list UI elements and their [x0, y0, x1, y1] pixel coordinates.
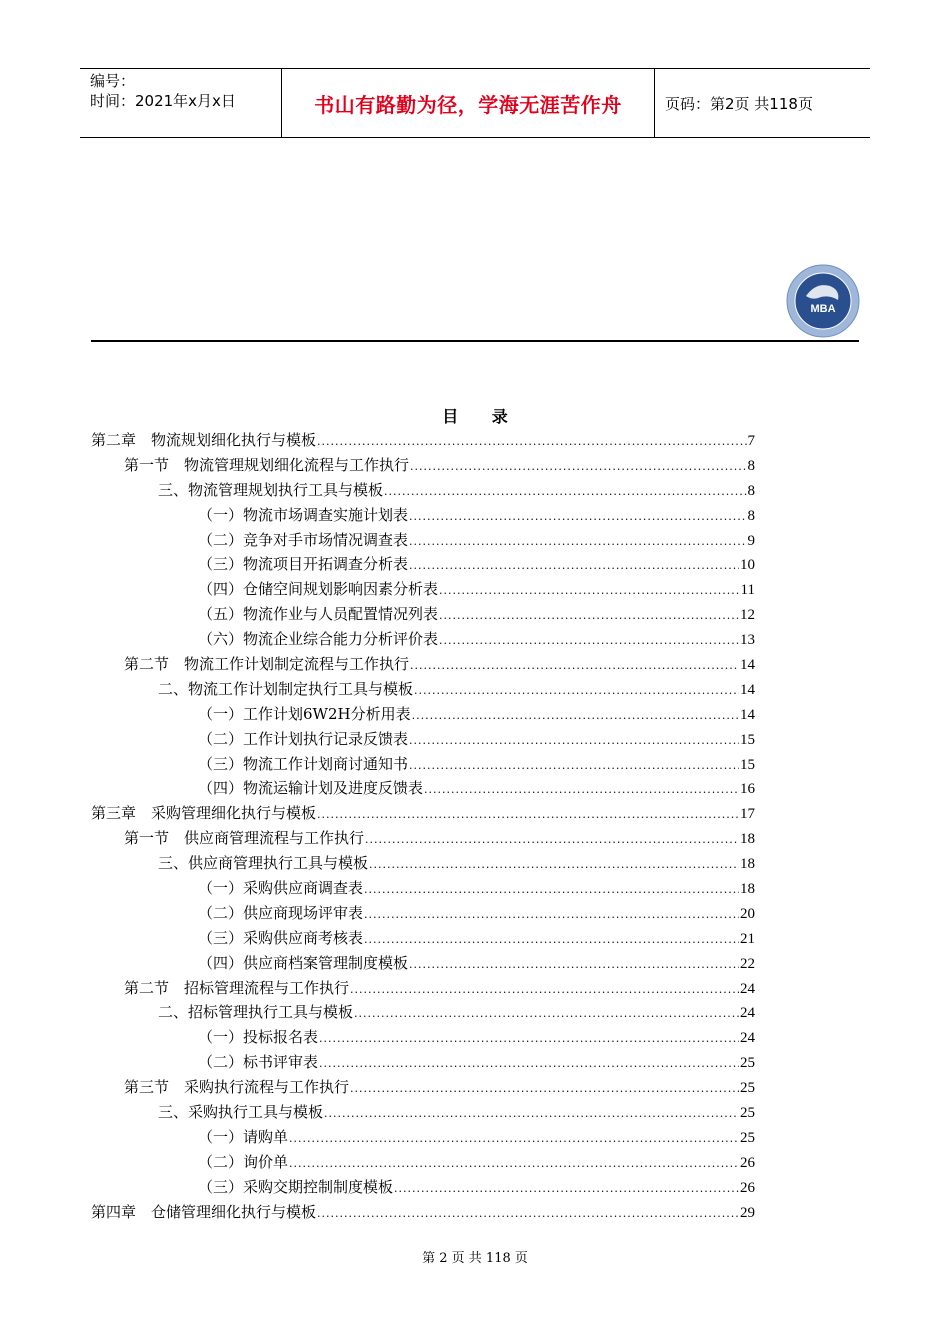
toc-entry-label: 第四章 仓储管理细化执行与模板 [91, 1202, 317, 1221]
toc-entry-label: （二）询价单 [198, 1152, 289, 1171]
toc-entry-page: 18 [740, 831, 755, 848]
toc-leader-dots [317, 1202, 739, 1227]
toc-entry[interactable] [91, 453, 755, 478]
toc-entry-page: 13 [740, 632, 755, 649]
toc-entry-label: 第三节 采购执行流程与工作执行 [124, 1078, 350, 1097]
toc-leader-dots [409, 953, 739, 978]
toc-entry-page: 14 [740, 657, 755, 674]
toc-entry-label: （三）物流项目开拓调查分析表 [198, 555, 409, 574]
page-header [80, 68, 870, 138]
header-divider [91, 340, 859, 342]
toc-entry-page: 9 [747, 532, 755, 549]
toc-entry[interactable] [91, 1125, 755, 1150]
toc-entry[interactable] [91, 602, 755, 627]
toc-leader-dots [394, 1177, 739, 1202]
toc-entry-page: 18 [740, 856, 755, 873]
toc-entry-page: 16 [740, 781, 755, 798]
header-meta [80, 69, 282, 137]
toc-entry[interactable] [91, 876, 755, 901]
toc-entry-label: 第三章 采购管理细化执行与模板 [91, 804, 317, 823]
toc-entry-label: 三、供应商管理执行工具与模板 [158, 854, 369, 873]
toc-entry-label: （二）供应商现场评审表 [198, 903, 364, 922]
toc-entry-page: 7 [747, 433, 755, 449]
toc-leader-dots [439, 629, 739, 654]
toc-entry-label: （四）供应商档案管理制度模板 [198, 953, 409, 972]
toc-entry-page: 8 [747, 482, 755, 499]
toc-entry[interactable] [91, 428, 755, 453]
toc-entry-page: 26 [740, 1154, 755, 1171]
toc-entry-page: 25 [740, 1055, 755, 1072]
toc-leader-dots [324, 1102, 739, 1127]
toc-entry[interactable] [91, 926, 755, 951]
toc-leader-dots [409, 754, 739, 779]
toc-leader-dots [364, 903, 739, 928]
toc-entry-label: （一）工作计划6W2H分析用表 [198, 704, 411, 723]
toc-leader-dots [439, 604, 739, 629]
toc-leader-dots [319, 1027, 739, 1052]
toc-leader-dots [369, 853, 739, 878]
toc-entry-label: （二）竞争对手市场情况调查表 [198, 530, 409, 549]
toc-entry[interactable] [91, 677, 755, 702]
toc-entry-label: （四）物流运输计划及进度反馈表 [198, 779, 424, 798]
toc-entry[interactable] [91, 702, 755, 727]
toc-entry-page: 18 [740, 881, 755, 898]
toc-entry-page: 25 [740, 1080, 755, 1097]
toc-leader-dots [364, 928, 739, 953]
toc-entry[interactable] [91, 752, 755, 777]
toc-leader-dots [412, 704, 739, 729]
toc-leader-dots [365, 828, 739, 853]
toc-entry-page: 11 [740, 582, 755, 599]
toc-entry[interactable] [91, 826, 755, 851]
toc-entry-page: 26 [740, 1179, 755, 1196]
toc-entry-label: （三）物流工作计划商讨通知书 [198, 754, 409, 773]
toc-entry-label: 二、物流工作计划制定执行工具与模板 [158, 679, 414, 698]
toc-entry-page: 25 [740, 1105, 755, 1122]
toc-entry-label: （二）标书评审表 [198, 1053, 319, 1072]
toc-entry[interactable] [91, 901, 755, 926]
page-footer [0, 1247, 950, 1266]
toc-entry-label: 第一节 物流管理规划细化流程与工作执行 [124, 455, 410, 474]
toc-entry[interactable] [91, 951, 755, 976]
toc-entry-page: 14 [740, 706, 755, 723]
toc-entry-page: 15 [740, 731, 755, 748]
toc-entry-page: 20 [740, 905, 755, 922]
toc-leader-dots [317, 430, 746, 455]
toc-leader-dots [414, 679, 739, 704]
toc-entry-page: 24 [740, 1005, 755, 1022]
toc-leader-dots [410, 654, 739, 679]
toc-entry[interactable] [91, 1100, 755, 1125]
toc-entry-page: 21 [740, 930, 755, 947]
toc-leader-dots [364, 878, 739, 903]
toc-entry-label: （一）物流市场调查实施计划表 [198, 505, 409, 524]
toc-entry-page: 10 [740, 557, 755, 574]
toc-leader-dots [409, 530, 746, 555]
toc-entry[interactable] [91, 851, 755, 876]
mba-seal-icon [786, 264, 860, 338]
toc-entry[interactable] [91, 776, 755, 801]
toc-leader-dots [289, 1152, 739, 1177]
time-line: 时间：2021年x月x日 [90, 92, 236, 110]
toc-entry-page: 22 [740, 955, 755, 972]
toc-leader-dots [439, 579, 740, 604]
toc-entry[interactable] [91, 478, 755, 503]
toc-entry-label: （一）投标报名表 [198, 1028, 319, 1047]
toc-entry-label: 三、采购执行工具与模板 [158, 1103, 324, 1122]
toc-entry-label: 三、物流管理规划执行工具与模板 [158, 480, 384, 499]
toc-leader-dots [354, 1002, 739, 1027]
toc-entry-label: 第二节 招标管理流程与工作执行 [124, 978, 350, 997]
toc-entry-page: 12 [740, 607, 755, 624]
toc-entry-label: （一）采购供应商调查表 [198, 879, 364, 898]
toc-entry-page: 8 [747, 457, 755, 474]
toc-title: 目 录 [442, 407, 522, 426]
toc-entry[interactable] [91, 577, 755, 602]
toc-leader-dots [289, 1127, 739, 1152]
toc-entry[interactable] [91, 552, 755, 577]
toc-entry[interactable] [91, 1050, 755, 1075]
toc-entry-page: 29 [740, 1204, 755, 1221]
toc-leader-dots [384, 480, 746, 505]
toc-entry-label: （六）物流企业综合能力分析评价表 [198, 630, 439, 649]
header-page-info: 页码：第2页 共118页 [665, 94, 813, 113]
toc-entry-page: 17 [740, 806, 755, 823]
toc-entry-label: 第二节 物流工作计划制定流程与工作执行 [124, 655, 410, 674]
toc-leader-dots [319, 1052, 739, 1077]
toc-leader-dots [409, 729, 739, 754]
toc-entry-label: （一）请购单 [198, 1127, 289, 1146]
toc-entry-page: 24 [740, 1030, 755, 1047]
toc-leader-dots [424, 778, 739, 803]
toc-entry[interactable] [91, 1000, 755, 1025]
toc-entry[interactable] [91, 1175, 755, 1200]
toc-entry-page: 8 [747, 507, 755, 524]
header-motto: 书山有路勤为径，学海无涯苦作舟 [282, 69, 655, 137]
toc-entry-label: （三）采购交期控制制度模板 [198, 1177, 394, 1196]
toc-entry-page: 25 [740, 1129, 755, 1146]
toc-entry[interactable] [91, 1150, 755, 1175]
toc-entry[interactable] [91, 503, 755, 528]
toc-leader-dots [317, 803, 739, 828]
toc-entry-page: 15 [740, 756, 755, 773]
footer-page-number: 第 2 页 共 118 页 [422, 1251, 528, 1266]
toc-leader-dots [409, 554, 739, 579]
toc-leader-dots [409, 505, 746, 530]
toc-entry-label: 第一节 供应商管理流程与工作执行 [124, 829, 365, 848]
toc-entry-label: （五）物流作业与人员配置情况列表 [198, 605, 439, 624]
table-of-contents [91, 428, 755, 1225]
logo-text: MBA [810, 303, 836, 315]
toc-entry-label: （二）工作计划执行记录反馈表 [198, 729, 409, 748]
toc-entry[interactable] [91, 801, 755, 826]
toc-entry[interactable] [91, 528, 755, 553]
toc-entry-label: （三）采购供应商考核表 [198, 928, 364, 947]
toc-entry-label: 二、招标管理执行工具与模板 [158, 1003, 354, 1022]
toc-entry-page: 14 [740, 681, 755, 698]
toc-entry-label: 第二章 物流规划细化执行与模板 [91, 431, 317, 449]
toc-entry[interactable] [91, 976, 755, 1001]
toc-entry[interactable] [91, 627, 755, 652]
toc-entry-label: （四）仓储空间规划影响因素分析表 [198, 580, 439, 599]
toc-entry[interactable] [91, 1200, 755, 1225]
toc-leader-dots [350, 1077, 739, 1102]
toc-leader-dots [410, 455, 746, 480]
toc-entry-page: 24 [740, 980, 755, 997]
toc-entry[interactable] [91, 652, 755, 677]
toc-entry[interactable] [91, 1075, 755, 1100]
toc-leader-dots [350, 978, 739, 1003]
toc-entry[interactable] [91, 727, 755, 752]
code-label: 编号： [90, 72, 136, 90]
toc-entry[interactable] [91, 1025, 755, 1050]
